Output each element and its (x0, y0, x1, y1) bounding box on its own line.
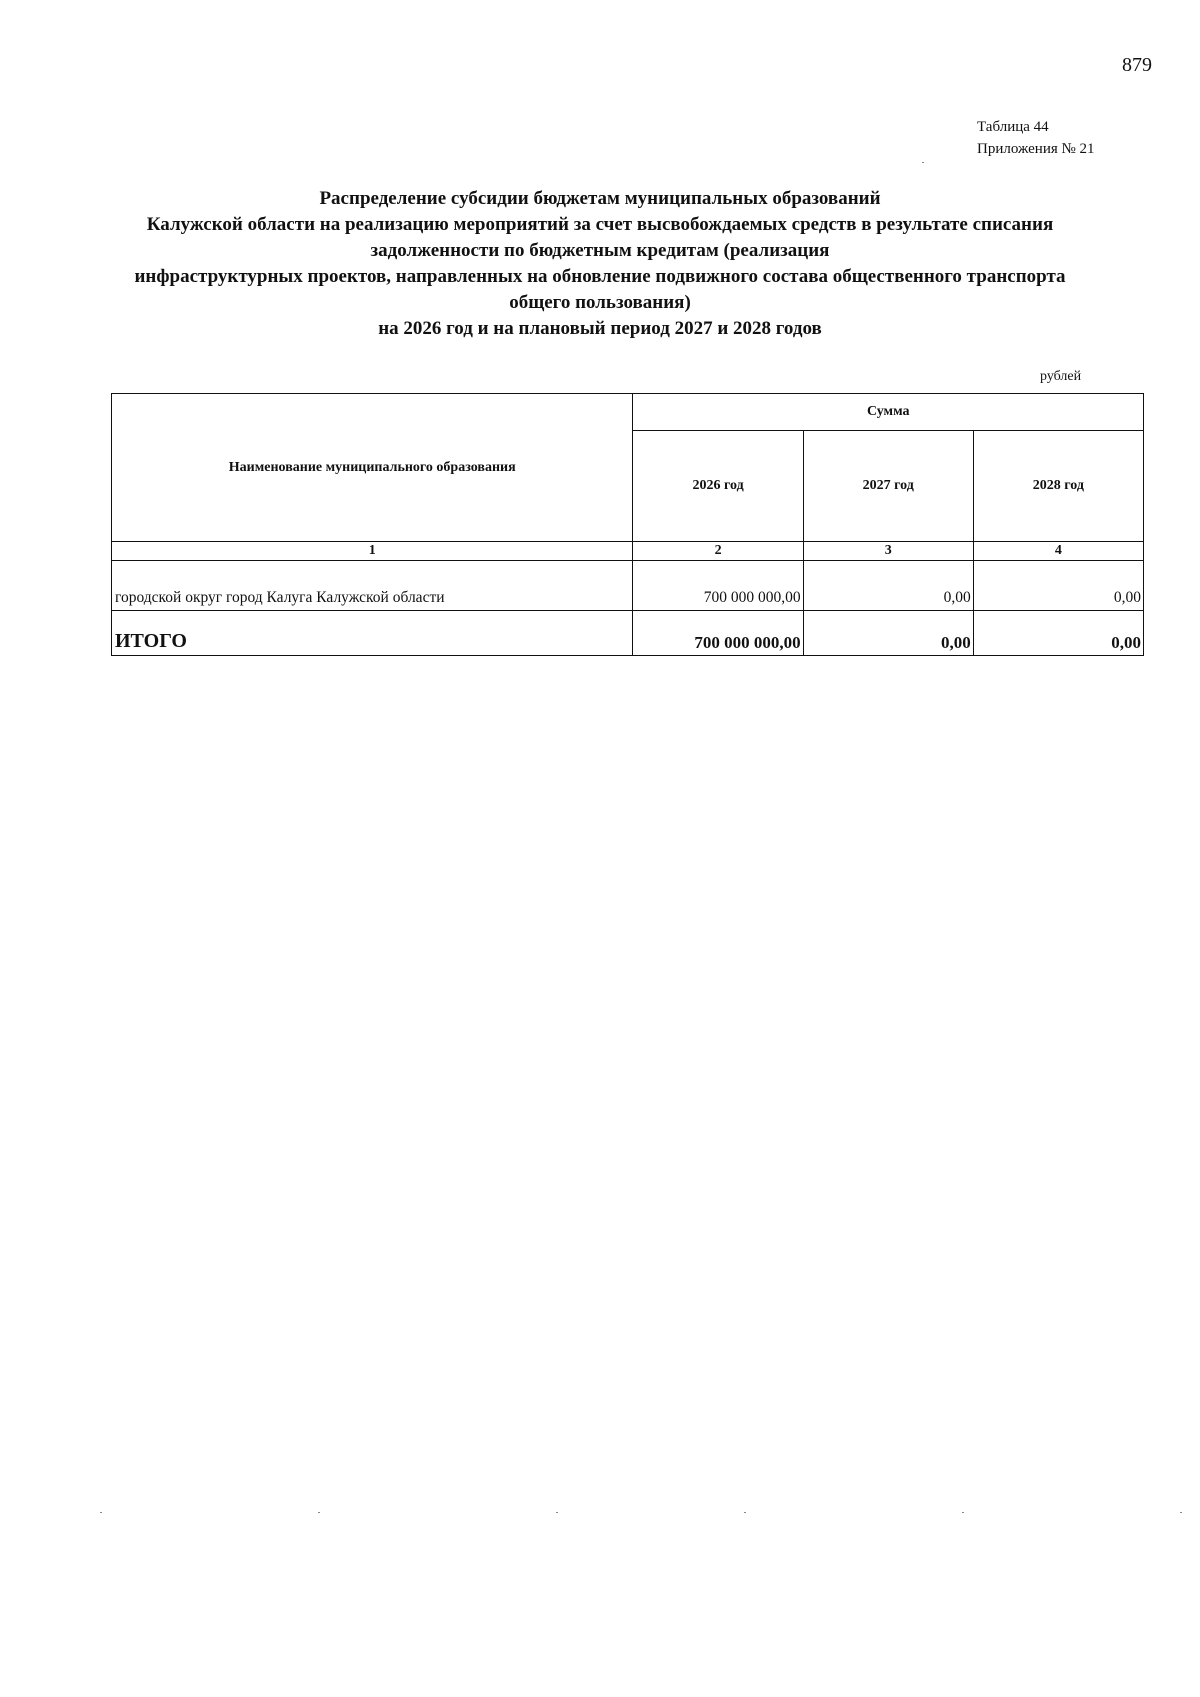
amount-cell: 0,00 (803, 561, 973, 611)
title-line: Калужской области на реализацию мероприятий за счет высвобождаемых средств в результате списания (146, 214, 1054, 235)
table-row (112, 561, 1144, 611)
column-number: 3 (803, 542, 973, 561)
scan-artifact (962, 1512, 964, 1513)
column-header-year: 2026 год (633, 431, 803, 542)
municipality-name: городской округ город Калуга Калужской области (112, 561, 633, 611)
header-row (112, 394, 1144, 431)
column-header-sum: Сумма (633, 394, 1144, 431)
title-line: на 2026 год и на плановый период 2027 и 2028 годов (378, 318, 822, 339)
scan-artifact (318, 1512, 320, 1513)
units-label: рублей (1040, 369, 1082, 384)
total-amount-cell: 0,00 (803, 611, 973, 656)
column-number: 4 (973, 542, 1143, 561)
title-line: задолженности по бюджетным кредитам (реализация (370, 240, 830, 261)
total-amount-cell: 700 000 000,00 (633, 611, 803, 656)
total-label: ИТОГО (112, 611, 633, 656)
appendix-number: Приложения № 21 (977, 141, 1095, 157)
title-line: общего пользования) (509, 292, 691, 313)
total-amount-cell: 0,00 (973, 611, 1143, 656)
document-title (100, 186, 1100, 342)
amount-cell: 0,00 (973, 561, 1143, 611)
column-header-name: Наименование муниципального образования (112, 394, 633, 542)
appendix-reference (977, 116, 1095, 160)
column-header-year: 2027 год (803, 431, 973, 542)
scan-artifact (744, 1512, 746, 1513)
column-number: 1 (112, 542, 633, 561)
table-reference: Таблица 44 (977, 119, 1049, 135)
scan-artifact (1180, 1512, 1182, 1513)
scan-artifact (100, 1512, 102, 1513)
page-number: 879 (1122, 54, 1152, 76)
scan-artifact (556, 1512, 558, 1513)
title-line: инфраструктурных проектов, направленных на обновление подвижного состава общественного транспорта (134, 266, 1066, 287)
column-header-year: 2028 год (973, 431, 1143, 542)
title-line: Распределение субсидии бюджетам муниципальных образований (319, 188, 881, 209)
total-row (112, 611, 1144, 656)
column-number-row (112, 542, 1144, 561)
scan-artifact (922, 162, 924, 163)
column-number: 2 (633, 542, 803, 561)
amount-cell: 700 000 000,00 (633, 561, 803, 611)
subsidy-table (111, 393, 1144, 656)
